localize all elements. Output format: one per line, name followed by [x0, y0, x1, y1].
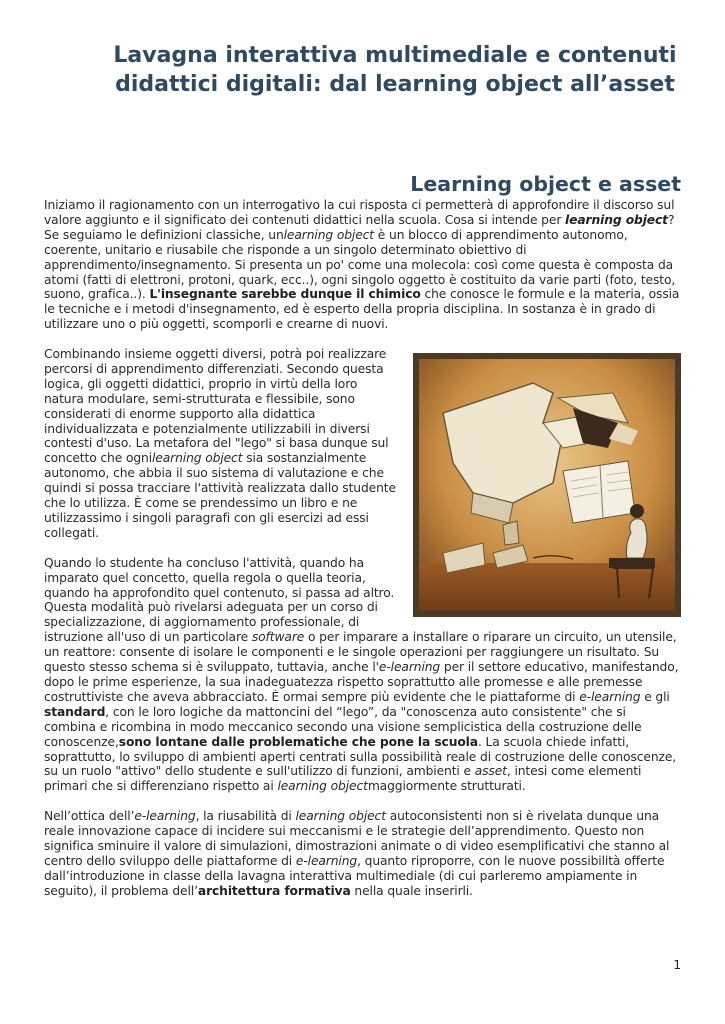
- document-title: Lavagna interattiva multimediale e contenuti didattici digitali: dal learning object all’asset: [113, 43, 677, 97]
- illustration-image: [413, 353, 681, 617]
- section-heading: Learning object e asset: [410, 172, 681, 196]
- paragraph-3: Quando lo studente ha concluso l'attività, quando ha imparato quel concetto, quella regola o quella teoria, quando ha approfondito quel contenuto, si passa ad altro. Questa modalità può rivelarsi adeguata per un corso di specializzazione, di aggiornamento professionale, di istruzione all'uso di un particolare software o per imparare a installare o riparare un circuito, un utensile, un reattore: consente di isolare le componenti e le singole operazioni per raggiungere un risultato. Su questo stesso schema si è sviluppato, tuttavia, anche l'e-learning per il settore educativo, manifestando, dopo le prime esperienze, la sua inadeguatezza rispetto soprattutto alle promesse e alle premesse costruttiviste che aveva abbracciato. È ormai sempre più evidente che le piattaforme di e-learning e gli standard, con le loro logiche da mattoncini del “lego”, da "conoscenza auto consistente" che si combina e ricombina in modo meccanico secondo una visione semplicistica della costruzione delle conoscenze,sono lontane dalle problematiche che pone la scuola. La scuola chiede infatti, soprattutto, lo sviluppo di ambienti aperti centrati sulla possibilità reale di costruzione delle conoscenze, su un ruolo "attivo" dello studente e sull'utilizzo di funzioni, ambienti e asset, intesi come elementi primari che si differenziano rispetto ai learning objectmaggiormente strutturati.: [44, 555, 679, 794]
- paragraph-1: Iniziamo il ragionamento con un interrogativo la cui risposta ci permetterà di approfondire il discorso sul valore aggiunto e il significato dei contenuti didattici nella scuola. Cosa si intende per learning object? Se seguiamo le definizioni classiche, unlearning object è un blocco di apprendimento autonomo, coerente, unitario e riusabile che risponde a un singolo determinato obiettivo di apprendimento/insegnamento. Si presenta un po' come una molecola: così come questa è composta da atomi (fatti di elettroni, protoni, quark, ecc..), ogni singolo oggetto è costituito da varie parti (foto, testo, suono, grafica..). L'insegnante sarebbe dunque il chimico che conosce le formule e la materia, ossia le tecniche e i metodi d'insegnamento, ed è esperto della propria disciplina. In sostanza è in grado di utilizzare uno o più oggetti, scomporli e crearne di nuovi.: [44, 198, 680, 332]
- teacher-puzzle-illustration: [413, 353, 681, 617]
- paragraph-2: Combinando insieme oggetti diversi, potrà poi realizzare percorsi di apprendimento differenziati. Secondo questa logica, gli oggetti didattici, proprio in virtù della loro natura modulare, semi-strutturata e flessibile, sono considerati di enorme supporto alla didattica individualizzata e potenzialmente utilizzabili in diversi contesti d'uso. La metafora del "lego" si basa dunque sul concetto che ognilearning object sia sostanzialmente autonomo, che abbia il suo sistema di valutazione e che quindi si possa tracciare l'attività realizzata dallo studente che lo utilizza. È come se prendessimo un libro e ne utilizzassimo i singoli paragrafi con gli esercizi ad essi collegati.: [44, 347, 396, 540]
- paragraph-4: Nell’ottica dell’e-learning, la riusabilità di learning object autoconsistenti non si è rivelata dunque una reale innovazione capace di incidere sui meccanismi e le strategie dell’apprendimento. Questo non significa sminuire il valore di simulazioni, dimostrazioni animate o di video esemplificativi che stanno al centro dello sviluppo delle piattaforme di e-learning, quanto riproporre, con le nuove possibilità offerte dall’introduzione in classe della lavagna interattiva multimediale (di cui parleremo ampiamente in seguito), il problema dell’architettura formativa nella quale inserirli.: [44, 809, 670, 898]
- document-body: [44, 198, 681, 913]
- page-number: 1: [673, 958, 681, 972]
